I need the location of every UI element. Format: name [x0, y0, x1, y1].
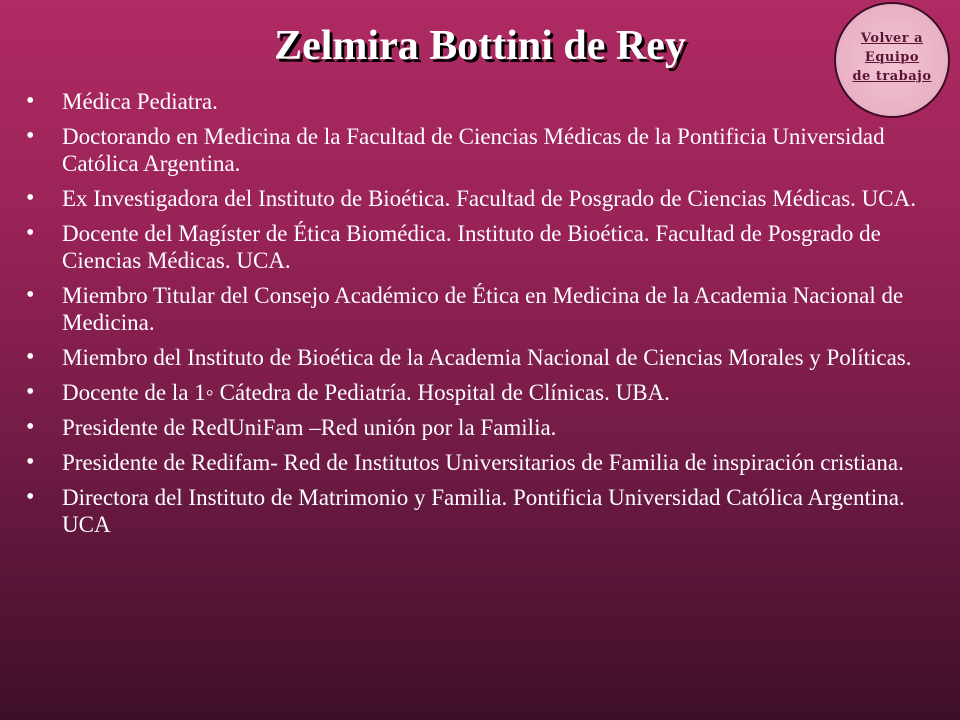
bullet-item: • Presidente de Redifam- Red de Institutos Universitarios de Familia de inspiración cristiana. — [24, 449, 948, 476]
bullet-item: • Miembro del Instituto de Bioética de la Academia Nacional de Ciencias Morales y Políticas. — [24, 344, 948, 371]
slide-title: Zelmira Bottini de Rey — [274, 23, 686, 69]
bullet-item: • Docente de la 1◦ Cátedra de Pediatría. Hospital de Clínicas. UBA. — [24, 379, 948, 406]
bullet-item: • Doctorando en Medicina de la Facultad de Ciencias Médicas de la Pontificia Universidad Católica Argentina. — [24, 123, 948, 177]
bio-bullet-list — [24, 88, 948, 546]
bullet-item: • Ex Investigadora del Instituto de Bioética. Facultad de Posgrado de Ciencias Médicas. UCA. — [24, 185, 948, 212]
bullet-item: • Docente del Magíster de Ética Biomédica. Instituto de Bioética. Facultad de Posgrado de Ciencias Médicas. UCA. — [24, 220, 948, 274]
back-to-team-label: Volver a Equipo de trabajo — [852, 30, 932, 84]
bullet-item: • Miembro Titular del Consejo Académico de Ética en Medicina de la Academia Nacional de Medicina. — [24, 282, 948, 336]
bullet-item: • Directora del Instituto de Matrimonio y Familia. Pontificia Universidad Católica Argentina. UCA — [24, 484, 948, 538]
bullet-item: • Médica Pediatra. — [24, 88, 948, 115]
bullet-item: • Presidente de RedUniFam –Red unión por la Familia. — [24, 414, 948, 441]
